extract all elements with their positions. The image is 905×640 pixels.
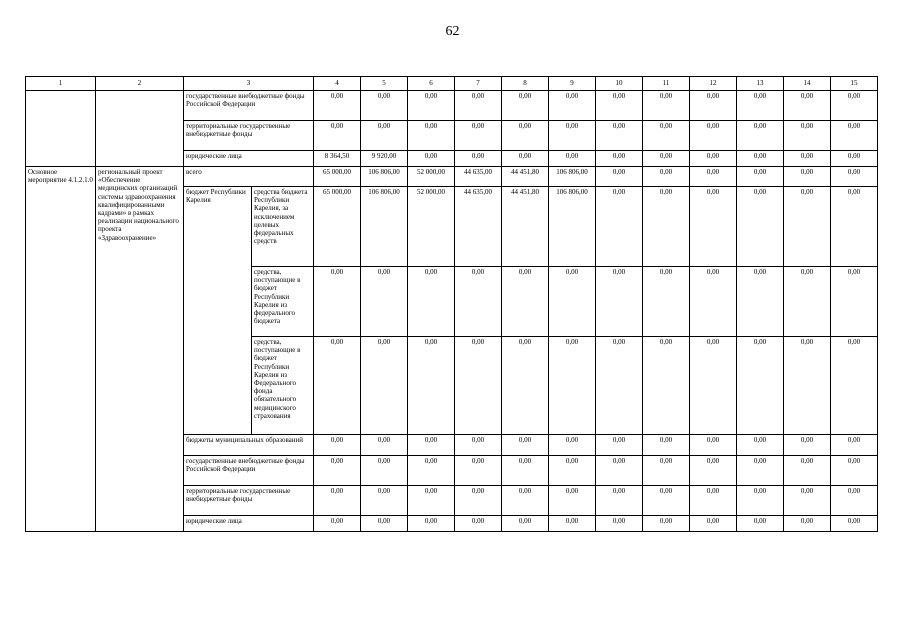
- measure-name-cell: [96, 91, 184, 167]
- measure-code-cell: [26, 91, 96, 167]
- value-cell: 0,00: [690, 91, 737, 121]
- value-cell: 0,00: [314, 486, 361, 516]
- value-cell: 0,00: [408, 435, 455, 456]
- value-cell: 65 000,00: [314, 167, 361, 187]
- value-cell: 0,00: [831, 121, 878, 151]
- value-cell: 0,00: [831, 456, 878, 486]
- value-cell: 0,00: [690, 187, 737, 267]
- funding-source-label: бюджеты муниципальных образований: [184, 435, 314, 456]
- funding-source-label: юридические лица: [184, 151, 314, 167]
- value-cell: 0,00: [643, 167, 690, 187]
- value-cell: 0,00: [596, 267, 643, 337]
- value-cell: 0,00: [408, 91, 455, 121]
- value-cell: 0,00: [737, 456, 784, 486]
- value-cell: 0,00: [737, 516, 784, 532]
- value-cell: 0,00: [314, 337, 361, 435]
- value-cell: 0,00: [643, 456, 690, 486]
- value-cell: 0,00: [455, 267, 502, 337]
- value-cell: 0,00: [502, 151, 549, 167]
- value-cell: 0,00: [831, 91, 878, 121]
- value-cell: 0,00: [737, 435, 784, 456]
- value-cell: 52 000,00: [408, 187, 455, 267]
- value-cell: 0,00: [690, 456, 737, 486]
- value-cell: 0,00: [596, 435, 643, 456]
- value-cell: 0,00: [831, 151, 878, 167]
- value-cell: 0,00: [502, 121, 549, 151]
- funding-source-label: территориальные государственные внебюджетные фонды: [184, 121, 314, 151]
- value-cell: 0,00: [737, 151, 784, 167]
- value-cell: 0,00: [690, 267, 737, 337]
- value-cell: 0,00: [408, 121, 455, 151]
- value-cell: 0,00: [408, 456, 455, 486]
- value-cell: 0,00: [502, 91, 549, 121]
- value-cell: 0,00: [502, 337, 549, 435]
- value-cell: 44 451,80: [502, 167, 549, 187]
- column-number: 2: [96, 77, 184, 91]
- value-cell: 0,00: [831, 486, 878, 516]
- value-cell: 0,00: [831, 267, 878, 337]
- funding-source-label: юридические лица: [184, 516, 314, 532]
- value-cell: 52 000,00: [408, 167, 455, 187]
- value-cell: 106 806,00: [549, 187, 596, 267]
- column-number: 10: [596, 77, 643, 91]
- value-cell: 0,00: [408, 267, 455, 337]
- table-row: [26, 167, 878, 187]
- value-cell: 0,00: [596, 456, 643, 486]
- value-cell: 0,00: [784, 121, 831, 151]
- value-cell: 0,00: [408, 486, 455, 516]
- value-cell: 0,00: [690, 337, 737, 435]
- value-cell: 0,00: [643, 187, 690, 267]
- column-number: 11: [643, 77, 690, 91]
- value-cell: 0,00: [596, 337, 643, 435]
- value-cell: 0,00: [784, 337, 831, 435]
- value-cell: 0,00: [643, 337, 690, 435]
- funding-source-label: территориальные государственные внебюджетные фонды: [184, 486, 314, 516]
- value-cell: 9 920,00: [361, 151, 408, 167]
- column-number: 4: [314, 77, 361, 91]
- value-cell: 0,00: [596, 167, 643, 187]
- value-cell: 0,00: [737, 91, 784, 121]
- value-cell: 0,00: [455, 151, 502, 167]
- value-cell: 0,00: [361, 337, 408, 435]
- value-cell: 0,00: [455, 91, 502, 121]
- value-cell: 0,00: [643, 267, 690, 337]
- value-cell: 0,00: [361, 456, 408, 486]
- value-cell: 0,00: [831, 516, 878, 532]
- value-cell: 0,00: [549, 516, 596, 532]
- column-number: 6: [408, 77, 455, 91]
- value-cell: 106 806,00: [549, 167, 596, 187]
- column-number: 9: [549, 77, 596, 91]
- funding-source-label: государственные внебюджетные фонды Российской Федерации: [184, 91, 314, 121]
- value-cell: 0,00: [314, 267, 361, 337]
- measure-name: региональный проект «Обеспечение медицинских организаций системы здравоохранения квалифицированными кадрами» в рамках реализации национального проекта «Здравоохранение»: [96, 167, 184, 532]
- value-cell: 0,00: [408, 337, 455, 435]
- value-cell: 0,00: [690, 516, 737, 532]
- value-cell: 0,00: [831, 435, 878, 456]
- value-cell: 0,00: [643, 151, 690, 167]
- column-number: 7: [455, 77, 502, 91]
- value-cell: 106 806,00: [361, 167, 408, 187]
- value-cell: 0,00: [502, 435, 549, 456]
- funding-source-label: всего: [184, 167, 314, 187]
- value-cell: 0,00: [314, 91, 361, 121]
- value-cell: 0,00: [643, 516, 690, 532]
- funding-subsource-label: средства, поступающие в бюджет Республики Карелия из федерального бюджета: [252, 267, 314, 337]
- column-number-row: [26, 77, 878, 91]
- value-cell: 0,00: [549, 456, 596, 486]
- value-cell: 0,00: [690, 167, 737, 187]
- value-cell: 0,00: [361, 267, 408, 337]
- value-cell: 0,00: [643, 486, 690, 516]
- value-cell: 65 000,00: [314, 187, 361, 267]
- page-number: 62: [445, 24, 460, 39]
- column-number: 5: [361, 77, 408, 91]
- value-cell: 0,00: [314, 456, 361, 486]
- value-cell: 0,00: [596, 516, 643, 532]
- value-cell: 0,00: [784, 516, 831, 532]
- value-cell: 0,00: [737, 486, 784, 516]
- funding-source-label: государственные внебюджетные фонды Российской Федерации: [184, 456, 314, 486]
- value-cell: 0,00: [314, 435, 361, 456]
- value-cell: 0,00: [596, 121, 643, 151]
- column-number: 14: [784, 77, 831, 91]
- value-cell: 0,00: [361, 91, 408, 121]
- column-number: 8: [502, 77, 549, 91]
- budget-table: [25, 76, 878, 532]
- value-cell: 0,00: [549, 486, 596, 516]
- value-cell: 0,00: [784, 435, 831, 456]
- value-cell: 0,00: [455, 456, 502, 486]
- value-cell: 0,00: [737, 267, 784, 337]
- value-cell: 0,00: [737, 337, 784, 435]
- value-cell: 0,00: [784, 167, 831, 187]
- value-cell: 0,00: [314, 516, 361, 532]
- value-cell: 0,00: [690, 435, 737, 456]
- value-cell: 0,00: [455, 516, 502, 532]
- value-cell: 0,00: [690, 486, 737, 516]
- value-cell: 0,00: [408, 151, 455, 167]
- value-cell: 0,00: [502, 486, 549, 516]
- value-cell: 8 364,50: [314, 151, 361, 167]
- value-cell: 0,00: [408, 516, 455, 532]
- column-number: 15: [831, 77, 878, 91]
- measure-code: Основное мероприятие 4.1.2.1.0: [26, 167, 96, 532]
- value-cell: 0,00: [455, 486, 502, 516]
- value-cell: 0,00: [549, 267, 596, 337]
- column-number: 12: [690, 77, 737, 91]
- value-cell: 0,00: [737, 121, 784, 151]
- value-cell: 0,00: [502, 516, 549, 532]
- value-cell: 0,00: [690, 151, 737, 167]
- value-cell: 0,00: [502, 456, 549, 486]
- value-cell: 0,00: [361, 435, 408, 456]
- value-cell: 0,00: [643, 91, 690, 121]
- value-cell: 0,00: [596, 187, 643, 267]
- value-cell: 0,00: [455, 337, 502, 435]
- value-cell: 44 635,00: [455, 167, 502, 187]
- value-cell: 44 635,00: [455, 187, 502, 267]
- value-cell: 0,00: [549, 435, 596, 456]
- value-cell: 0,00: [361, 516, 408, 532]
- value-cell: 0,00: [784, 151, 831, 167]
- column-number: 3: [184, 77, 314, 91]
- value-cell: 0,00: [831, 167, 878, 187]
- value-cell: 0,00: [549, 151, 596, 167]
- value-cell: 0,00: [690, 121, 737, 151]
- value-cell: 0,00: [784, 187, 831, 267]
- value-cell: 0,00: [737, 187, 784, 267]
- value-cell: 106 806,00: [361, 187, 408, 267]
- value-cell: 0,00: [361, 486, 408, 516]
- value-cell: 0,00: [549, 91, 596, 121]
- table-row: [26, 91, 878, 121]
- budget-rk-label: бюджет Республики Карелия: [184, 187, 252, 435]
- value-cell: 0,00: [596, 91, 643, 121]
- column-number: 13: [737, 77, 784, 91]
- value-cell: 0,00: [643, 435, 690, 456]
- funding-subsource-label: средства, поступающие в бюджет Республики Карелия из Федерального фонда обязательного медицинского страхования: [252, 337, 314, 435]
- value-cell: 0,00: [502, 267, 549, 337]
- value-cell: 0,00: [455, 121, 502, 151]
- value-cell: 0,00: [643, 121, 690, 151]
- funding-subsource-label: средства бюджета Республики Карелия, за исключением целевых федеральных средств: [252, 187, 314, 267]
- value-cell: 0,00: [549, 337, 596, 435]
- value-cell: 0,00: [596, 486, 643, 516]
- value-cell: 0,00: [784, 267, 831, 337]
- value-cell: 0,00: [831, 337, 878, 435]
- value-cell: 0,00: [784, 456, 831, 486]
- value-cell: 0,00: [549, 121, 596, 151]
- value-cell: 0,00: [455, 435, 502, 456]
- value-cell: 0,00: [596, 151, 643, 167]
- column-number: 1: [26, 77, 96, 91]
- value-cell: 44 451,80: [502, 187, 549, 267]
- value-cell: 0,00: [784, 486, 831, 516]
- value-cell: 0,00: [361, 121, 408, 151]
- value-cell: 0,00: [737, 167, 784, 187]
- value-cell: 0,00: [314, 121, 361, 151]
- value-cell: 0,00: [831, 187, 878, 267]
- value-cell: 0,00: [784, 91, 831, 121]
